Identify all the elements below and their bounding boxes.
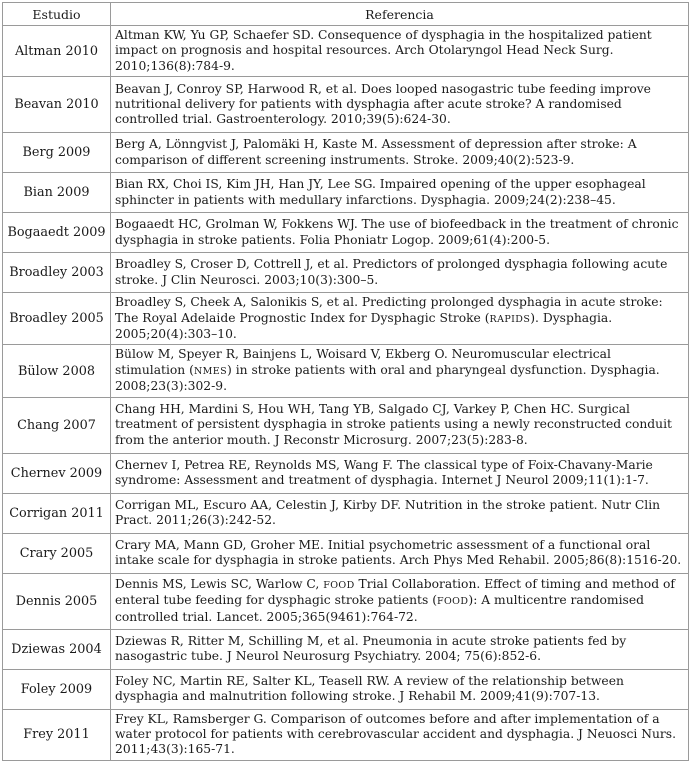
reference-cell: Broadley S, Cheek A, Salonikis S, et al. Predicting prolonged dysphagia in acute stroke: The Royal Adelaide Prognostic Index for Dysphagic Stroke (RAPIDS). Dysphagia. 2005;20(4):303–10. [111, 293, 689, 345]
study-cell: Broadley 2003 [3, 253, 111, 293]
header-study: Estudio [3, 3, 111, 26]
study-cell: Crary 2005 [3, 533, 111, 573]
reference-cell: Altman KW, Yu GP, Schaefer SD. Consequence of dysphagia in the hospitalized patient impact on prognosis and hospital resources. Arch Otolaryngol Head Neck Surg. 2010;136(8):784-9. [111, 26, 689, 77]
table-row [3, 253, 689, 293]
study-cell: Frey 2011 [3, 709, 111, 760]
table-row [3, 293, 689, 345]
header-row [3, 3, 689, 26]
acronym-small-caps: FOOD [437, 596, 469, 608]
table-row [3, 629, 689, 669]
table-row [3, 493, 689, 533]
study-cell: Bogaaedt 2009 [3, 213, 111, 253]
study-cell: Chernev 2009 [3, 453, 111, 493]
study-cell: Foley 2009 [3, 669, 111, 709]
study-cell: Bülow 2008 [3, 345, 111, 397]
study-cell: Corrigan 2011 [3, 493, 111, 533]
acronym-small-caps: NMES [193, 365, 228, 377]
table-row [3, 533, 689, 573]
study-cell: Dziewas 2004 [3, 629, 111, 669]
reference-cell: Broadley S, Croser D, Cottrell J, et al. Predictors of prolonged dysphagia following acute stroke. J Clin Neurosci. 2003;10(3):300–5. [111, 253, 689, 293]
reference-cell: Crary MA, Mann GD, Groher ME. Initial psychometric assessment of a functional oral intake scale for dysphagia in stroke patients. Arch Phys Med Rehabil. 2005;86(8):1516-20. [111, 533, 689, 573]
reference-cell: Bian RX, Choi IS, Kim JH, Han JY, Lee SG. Impaired opening of the upper esophageal sphincter in patients with medullary infarctions. Dysphagia. 2009;24(2):238–45. [111, 173, 689, 213]
acronym-small-caps: FOOD [323, 580, 355, 592]
table-row [3, 573, 689, 629]
table-row [3, 26, 689, 77]
reference-cell: Bülow M, Speyer R, Bainjens L, Woisard V, Ekberg O. Neuromuscular electrical stimulation (NMES) in stroke patients with oral and pharyngeal dysfunction. Dysphagia. 2008;23(3):302-9. [111, 345, 689, 397]
table-row [3, 133, 689, 173]
study-cell: Altman 2010 [3, 26, 111, 77]
reference-cell: Beavan J, Conroy SP, Harwood R, et al. Does looped nasogastric tube feeding improve nutritional delivery for patients with dysphagia after acute stroke? A randomised controlled trial. Gastroenterology. 2010;39(5):624-30. [111, 77, 689, 133]
reference-cell: Berg A, Lönngvist J, Palomäki H, Kaste M. Assessment of depression after stroke: A comparison of different screening instruments. Stroke. 2009;40(2):523-9. [111, 133, 689, 173]
study-cell: Berg 2009 [3, 133, 111, 173]
table-row [3, 453, 689, 493]
study-cell: Broadley 2005 [3, 293, 111, 345]
table-row [3, 669, 689, 709]
reference-cell: Bogaaedt HC, Grolman W, Fokkens WJ. The use of biofeedback in the treatment of chronic dysphagia in stroke patients. Folia Phoniatr Logop. 2009;61(4):200-5. [111, 213, 689, 253]
study-cell: Dennis 2005 [3, 573, 111, 629]
acronym-small-caps: RAPIDS [489, 313, 531, 325]
table-row [3, 213, 689, 253]
table-row [3, 173, 689, 213]
reference-cell: Corrigan ML, Escuro AA, Celestin J, Kirby DF. Nutrition in the stroke patient. Nutr Clin Pract. 2011;26(3):242-52. [111, 493, 689, 533]
reference-cell: Chernev I, Petrea RE, Reynolds MS, Wang F. The classical type of Foix-Chavany-Marie syndrome: Assessment and treatment of dysphagia. Internet J Neurol 2009;11(1):1-7. [111, 453, 689, 493]
study-cell: Bian 2009 [3, 173, 111, 213]
references-table [2, 2, 689, 761]
reference-cell: Chang HH, Mardini S, Hou WH, Tang YB, Salgado CJ, Varkey P, Chen HC. Surgical treatment of persistent dysphagia in stroke patients using a newly reconstructed conduit from the anterior mouth. J Reconstr Microsurg. 2007;23(5):283-8. [111, 397, 689, 453]
reference-cell: Frey KL, Ramsberger G. Comparison of outcomes before and after implementation of a water protocol for patients with cerebrovascular accident and dysphagia. J Neuosci Nurs. 2011;43(3):165-71. [111, 709, 689, 760]
reference-cell: Dziewas R, Ritter M, Schilling M, et al. Pneumonia in acute stroke patients fed by nasogastric tube. J Neurol Neurosurg Psychiatry. 2004; 75(6):852-6. [111, 629, 689, 669]
study-cell: Beavan 2010 [3, 77, 111, 133]
table-row [3, 397, 689, 453]
table-row [3, 709, 689, 760]
reference-cell: Dennis MS, Lewis SC, Warlow C, FOOD Trial Collaboration. Effect of timing and method of enteral tube feeding for dysphagic stroke patients (FOOD): A multicentre randomised controlled trial. Lancet. 2005;365(9461):764-72. [111, 573, 689, 629]
study-cell: Chang 2007 [3, 397, 111, 453]
header-reference: Referencia [111, 3, 689, 26]
table-row [3, 345, 689, 397]
reference-cell: Foley NC, Martin RE, Salter KL, Teasell RW. A review of the relationship between dysphagia and malnutrition following stroke. J Rehabil M. 2009;41(9):707-13. [111, 669, 689, 709]
table-row [3, 77, 689, 133]
